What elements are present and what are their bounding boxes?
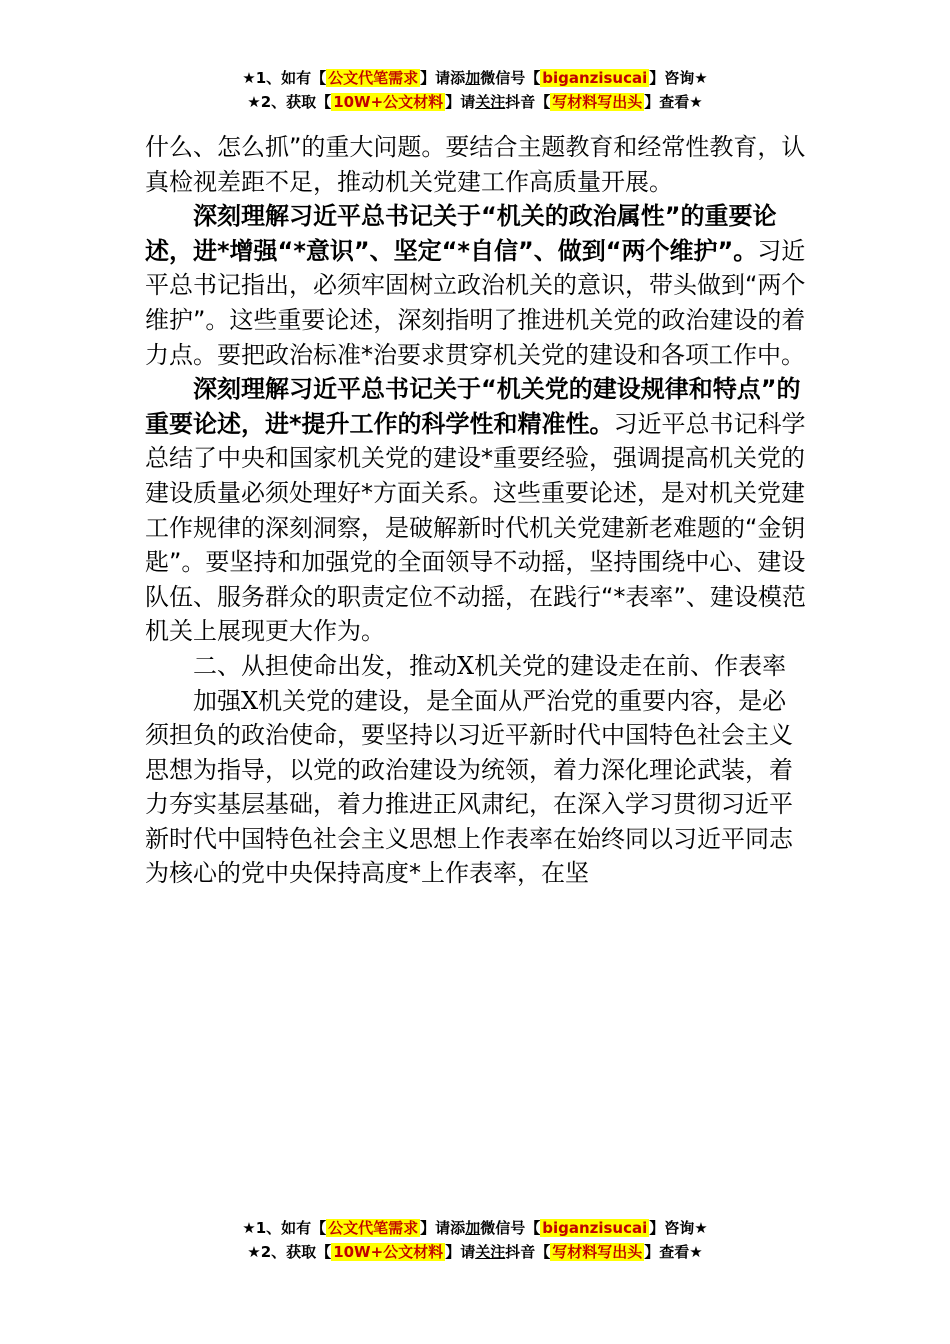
paragraph-building-rules: 深刻理解习近平总书记关于“机关党的建设规律和特点”的重要论述，进*提升工作的科学性和精准性。习近平总书记科学总结了中央和国家机关党的建设*重要经验，强调提高机关党的建设质量必须处理好*方面关系。这些重要论述，是对机关党建工作规律的深刻洞察，是破解新时代机关党建新老难题的“金钥匙”。要坚持和加强党的全面领导不动摇，坚持围绕中心、建设队伍、服务群众的职责定位不动摇，在践行“*表率”、建设模范机关上展现更大作为。	[145, 375, 806, 646]
footer-line-1: ★1、如有【 公文代笔需求 】请添加微信号【 biganzisucai 】咨询★	[242, 1219, 708, 1237]
paragraph-heading-bold: 深刻理解习近平总书记关于“机关的政治属性”的重要论述，进*增强“*意识”、坚定“*自信”、做到“两个维护”。	[145, 202, 777, 265]
document-body	[145, 130, 810, 891]
douyin-account-highlight: 写材料写出头	[552, 1243, 643, 1261]
wechat-id-highlight: biganzisucai	[542, 1219, 648, 1237]
paragraph-heading-bold: 深刻理解习近平总书记关于“机关党的建设规律和特点”的重要论述，进*提升工作的科学性和精准性。	[145, 375, 801, 438]
paragraph-strengthen-building: 加强X机关党的建设，是全面从严治党的重要内容，是必须担负的政治使命，要坚持以习近平新时代中国特色社会主义思想为指导，以党的政治建设为统领，着力深化理论武装，着力夯实基层基础，着力推进正风肃纪，在深入学习贯彻习近平新时代中国特色社会主义思想上作表率在始终同以习近平同志为核心的党中央保持高度*上作表率，在坚	[145, 686, 793, 888]
douyin-account-highlight: 写材料写出头	[552, 93, 643, 111]
section-heading-two: 二、从担使命出发，推动X机关党的建设走在前、作表率	[193, 651, 787, 680]
materials-highlight: 10W+公文材料	[333, 93, 444, 111]
service-highlight: 公文代笔需求	[328, 69, 419, 87]
footer-banner	[0, 1216, 950, 1264]
materials-highlight: 10W+公文材料	[333, 1243, 444, 1261]
header-line-2: ★2、获取【 10W+公文材料 】请关注抖音【 写材料写出头 】查看★	[247, 93, 703, 111]
wechat-id-highlight: biganzisucai	[542, 69, 648, 87]
header-line-1: ★1、如有【 公文代笔需求 】请添加微信号【 biganzisucai 】咨询★	[242, 69, 708, 87]
footer-line-2: ★2、获取【 10W+公文材料 】请关注抖音【 写材料写出头 】查看★	[247, 1243, 703, 1261]
service-highlight: 公文代笔需求	[328, 1219, 419, 1237]
paragraph-continuation: 什么、怎么抓”的重大问题。要结合主题教育和经常性教育，认真检视差距不足，推动机关党建工作高质量开展。	[145, 133, 806, 196]
header-banner	[0, 66, 950, 114]
paragraph-political-attribute: 深刻理解习近平总书记关于“机关的政治属性”的重要论述，进*增强“*意识”、坚定“*自信”、做到“两个维护”。习近平总书记指出，必须牢固树立政治机关的意识，带头做到“两个维护”。这些重要论述，深刻指明了推进机关党的政治建设的着力点。要把政治标准*治要求贯穿机关党的建设和各项工作中。	[145, 202, 806, 369]
